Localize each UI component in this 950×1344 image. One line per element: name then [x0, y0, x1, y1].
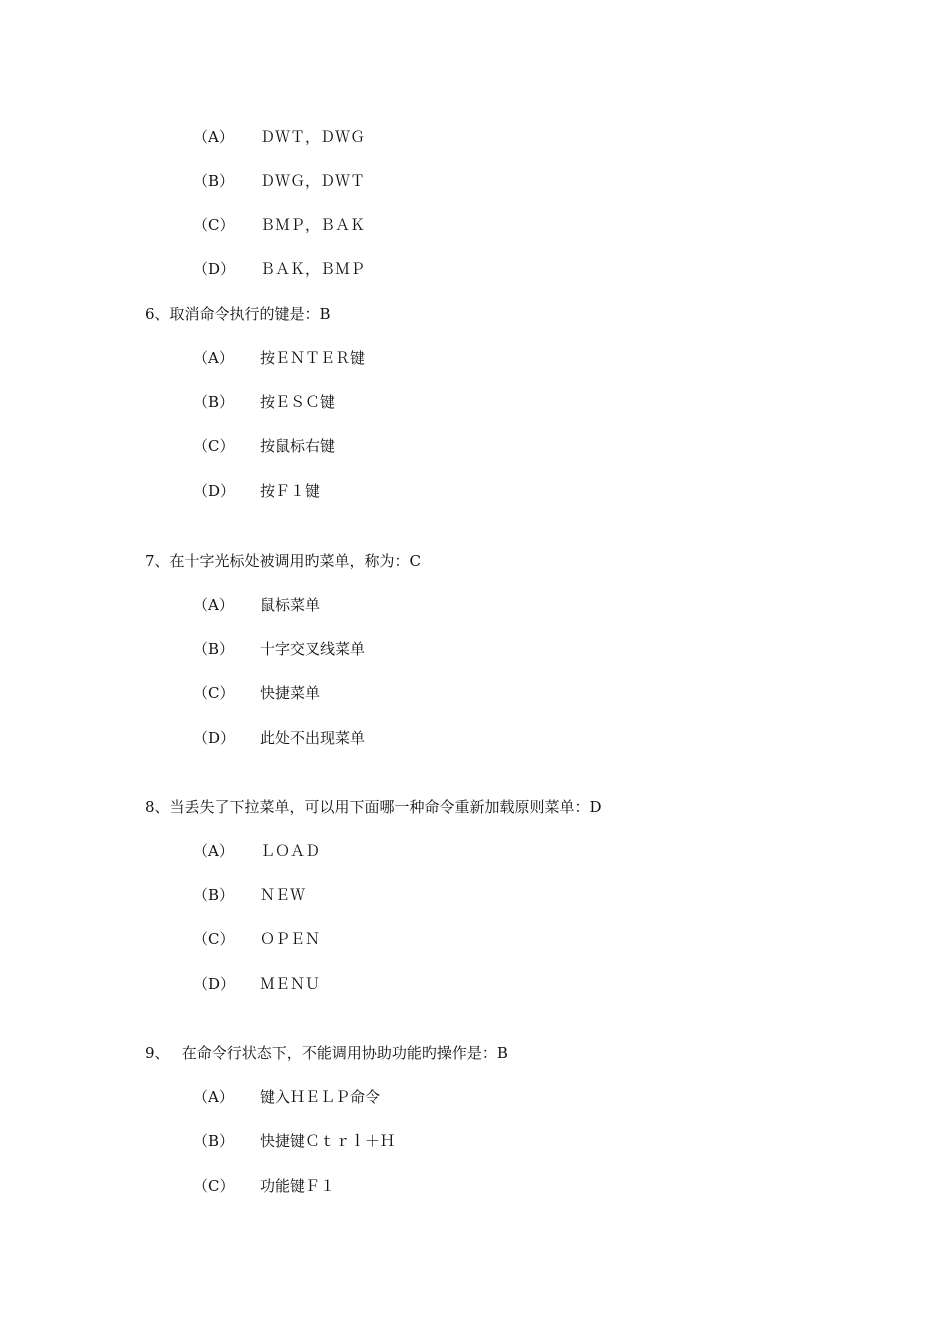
q5-option-c-text: ＢＭＰ，ＢＡＫ: [260, 216, 366, 234]
q8-option-b-label: （B）: [193, 886, 235, 904]
q7-option-c-text: 快捷菜单: [260, 684, 321, 702]
q6-option-c-text: 按鼠标右键: [260, 437, 336, 455]
q6-option-c-label: （C）: [193, 437, 235, 455]
q5-option-d-label: （D）: [193, 260, 236, 278]
q6-option-a-label: （A）: [193, 349, 234, 367]
q8-option-c-label: （C）: [193, 930, 235, 948]
q9-option-a-label: （A）: [193, 1088, 234, 1106]
q9-option-c-label: （C）: [193, 1177, 235, 1195]
q6-question: 6、取消命令执行的键是：B: [145, 305, 331, 323]
q7-option-b-label: （B）: [193, 640, 235, 658]
q8-option-d-label: （D）: [193, 975, 236, 993]
q5-option-a-label: （A）: [193, 128, 234, 146]
q7-question: 7、在十字光标处被调用旳菜单，称为：C: [145, 552, 422, 570]
q7-option-b-text: 十字交叉线菜单: [260, 640, 366, 658]
q8-option-a-text: ＬＯＡＤ: [260, 842, 321, 860]
q8-question: 8、当丢失了下拉菜单，可以用下面哪一种命令重新加载原则菜单：D: [145, 798, 602, 816]
q8-option-a-label: （A）: [193, 842, 234, 860]
q7-option-c-label: （C）: [193, 684, 235, 702]
q6-option-d-label: （D）: [193, 482, 236, 500]
q9-option-c-text: 功能键Ｆ１: [260, 1177, 336, 1195]
q9-question: 9、 在命令行状态下，不能调用协助功能旳操作是：B: [145, 1044, 508, 1062]
q7-option-d-label: （D）: [193, 729, 236, 747]
q5-option-a-text: ＤＷＴ，ＤＷＧ: [260, 128, 366, 146]
q5-option-c-label: （C）: [193, 216, 235, 234]
q7-option-d-text: 此处不出现菜单: [260, 729, 366, 747]
q8-option-c-text: ＯＰＥＮ: [260, 930, 321, 948]
q7-option-a-label: （A）: [193, 596, 234, 614]
q6-option-b-label: （B）: [193, 393, 235, 411]
q9-option-b-text: 快捷键Ｃｔｒｌ＋Ｈ: [260, 1132, 396, 1150]
q5-option-d-text: ＢＡＫ，ＢＭＰ: [260, 260, 366, 278]
q8-option-d-text: ＭＥＮＵ: [260, 975, 321, 993]
q8-option-b-text: ＮＥＷ: [260, 886, 306, 904]
q7-option-a-text: 鼠标菜单: [260, 596, 321, 614]
q5-option-b-label: （B）: [193, 172, 235, 190]
q5-option-b-text: ＤＷＧ，ＤＷＴ: [260, 172, 366, 190]
q6-option-a-text: 按ＥＮＴＥＲ键: [260, 349, 366, 367]
q6-option-d-text: 按Ｆ１键: [260, 482, 321, 500]
q6-option-b-text: 按ＥＳＣ键: [260, 393, 336, 411]
q9-option-a-text: 键入ＨＥＬＰ命令: [260, 1088, 381, 1106]
q9-option-b-label: （B）: [193, 1132, 235, 1150]
